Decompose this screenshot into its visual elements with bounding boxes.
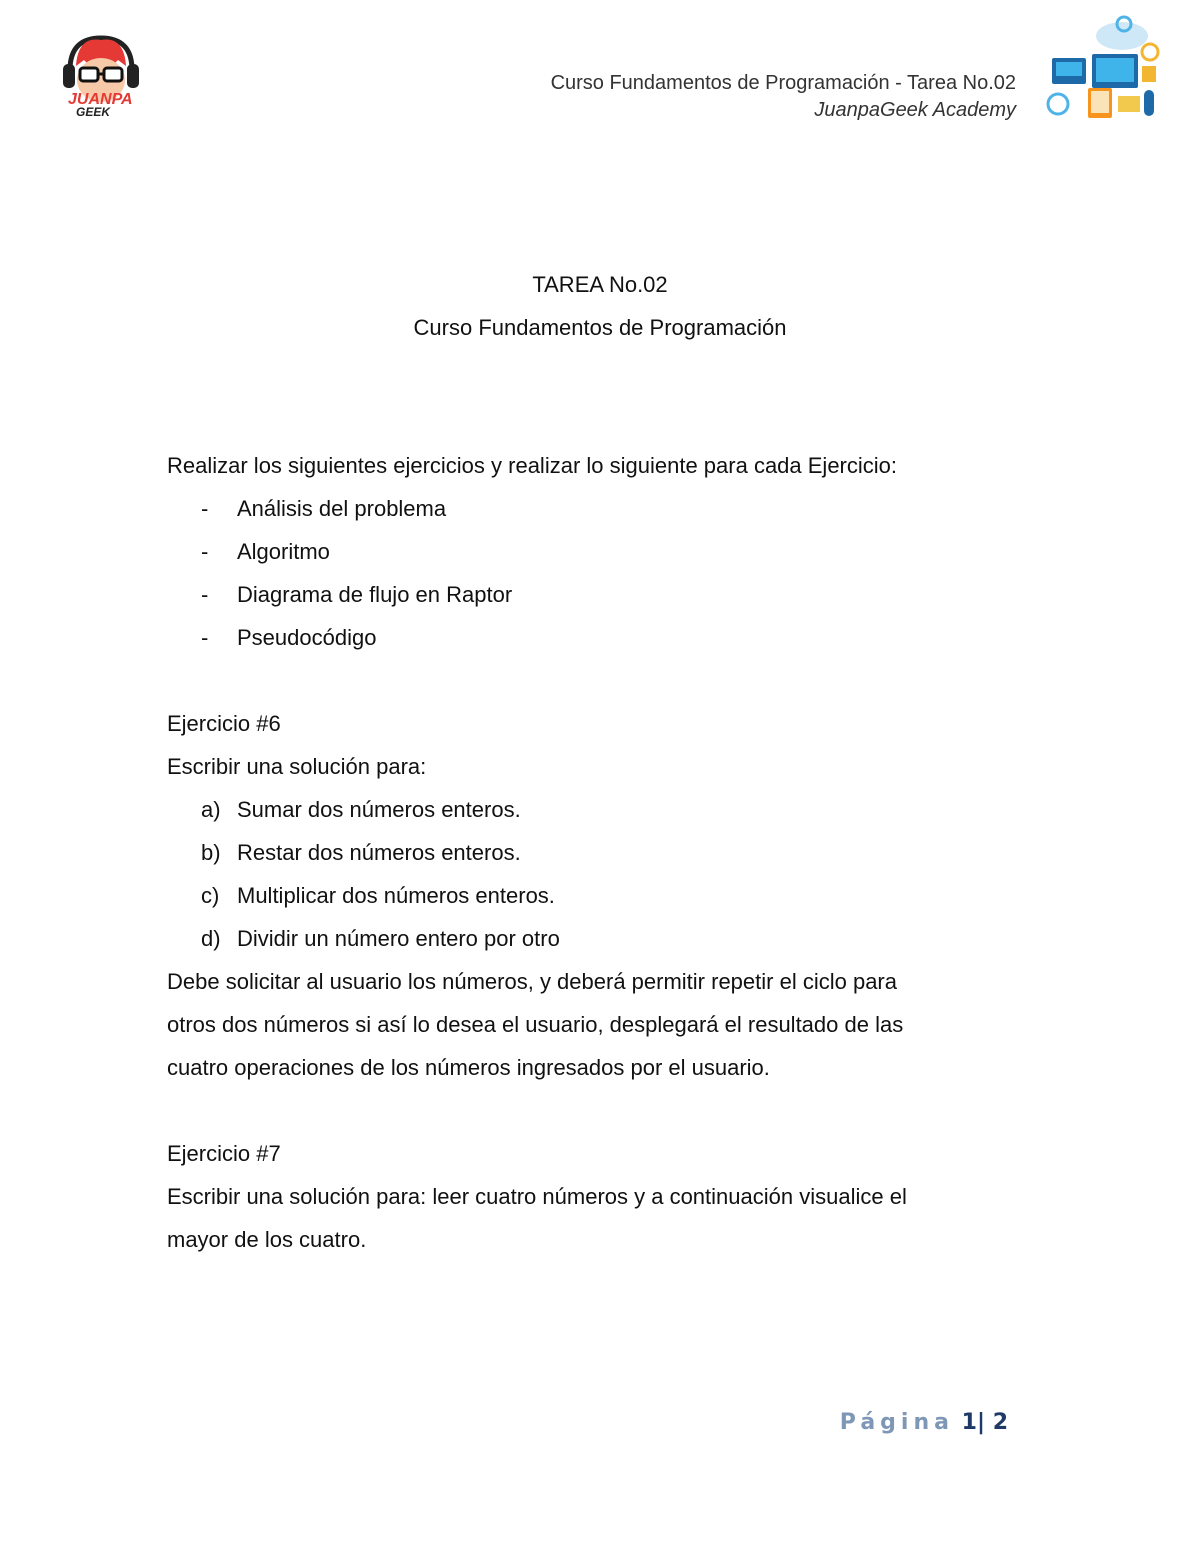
logo-text-bottom: GEEK — [76, 105, 111, 118]
step-text: Diagrama de flujo en Raptor — [237, 582, 513, 607]
step-text: Análisis del problema — [237, 496, 447, 521]
list-item — [167, 831, 1027, 874]
header-academy-line: JuanpaGeek Academy — [814, 99, 1016, 121]
page-total: 2 — [992, 1410, 1008, 1435]
intro-text: Realizar los siguientes ejercicios y realizar lo siguiente para cada Ejercicio: — [167, 453, 898, 478]
item-text: Multiplicar dos números enteros. — [237, 883, 555, 908]
spacer — [167, 659, 1027, 702]
exercise7-description-line: mayor de los cuatro. — [167, 1227, 367, 1252]
bullet-marker: - — [201, 625, 209, 650]
page-header — [551, 70, 1016, 124]
item-marker: d) — [201, 926, 221, 951]
list-item — [167, 917, 1027, 960]
exercise7-heading: Ejercicio #7 — [167, 1141, 281, 1166]
list-item — [167, 530, 1027, 573]
exercise7-description-line: Escribir una solución para: leer cuatro números y a continuación visualice el — [167, 1184, 907, 1209]
exercise6-description-line: Debe solicitar al usuario los números, y deberá permitir repetir el ciclo para — [167, 969, 897, 994]
document-title: TAREA No.02 — [532, 272, 668, 297]
exercise6-description-line: cuatro operaciones de los números ingresados por el usuario. — [167, 1055, 770, 1080]
exercise6-heading: Ejercicio #6 — [167, 711, 281, 736]
bullet-marker: - — [201, 539, 209, 564]
step-text: Algoritmo — [237, 539, 330, 564]
item-marker: a) — [201, 797, 221, 822]
step-text: Pseudocódigo — [237, 625, 377, 650]
juanpa-geek-logo — [58, 30, 144, 118]
item-text: Sumar dos números enteros. — [237, 797, 521, 822]
header-course-line: Curso Fundamentos de Programación - Tarea No.02 — [550, 72, 1016, 94]
bullet-marker: - — [201, 582, 209, 607]
list-item — [167, 573, 1027, 616]
item-marker: b) — [201, 840, 221, 865]
item-text: Restar dos números enteros. — [237, 840, 521, 865]
item-marker: c) — [201, 883, 220, 908]
spacer — [167, 1089, 1027, 1132]
steps-list — [167, 487, 1027, 659]
page-separator: | — [976, 1410, 986, 1435]
page-label: Página — [839, 1410, 954, 1435]
bullet-marker: - — [201, 496, 209, 521]
list-item — [167, 874, 1027, 917]
document-subtitle: Curso Fundamentos de Programación — [413, 315, 787, 340]
page-current: 1 — [961, 1410, 977, 1435]
logo-text-top: JUANPA — [68, 91, 133, 108]
tech-illustration-icon — [1044, 14, 1162, 122]
document-body — [167, 444, 1027, 1261]
exercise6-items — [167, 788, 1027, 960]
item-text: Dividir un número entero por otro — [237, 926, 560, 951]
list-item — [167, 616, 1027, 659]
exercise6-description-line: otros dos números si así lo desea el usuario, desplegará el resultado de las — [167, 1012, 904, 1037]
exercise6-prompt: Escribir una solución para: — [167, 754, 427, 779]
page-footer — [840, 1410, 1008, 1435]
list-item — [167, 788, 1027, 831]
list-item — [167, 487, 1027, 530]
